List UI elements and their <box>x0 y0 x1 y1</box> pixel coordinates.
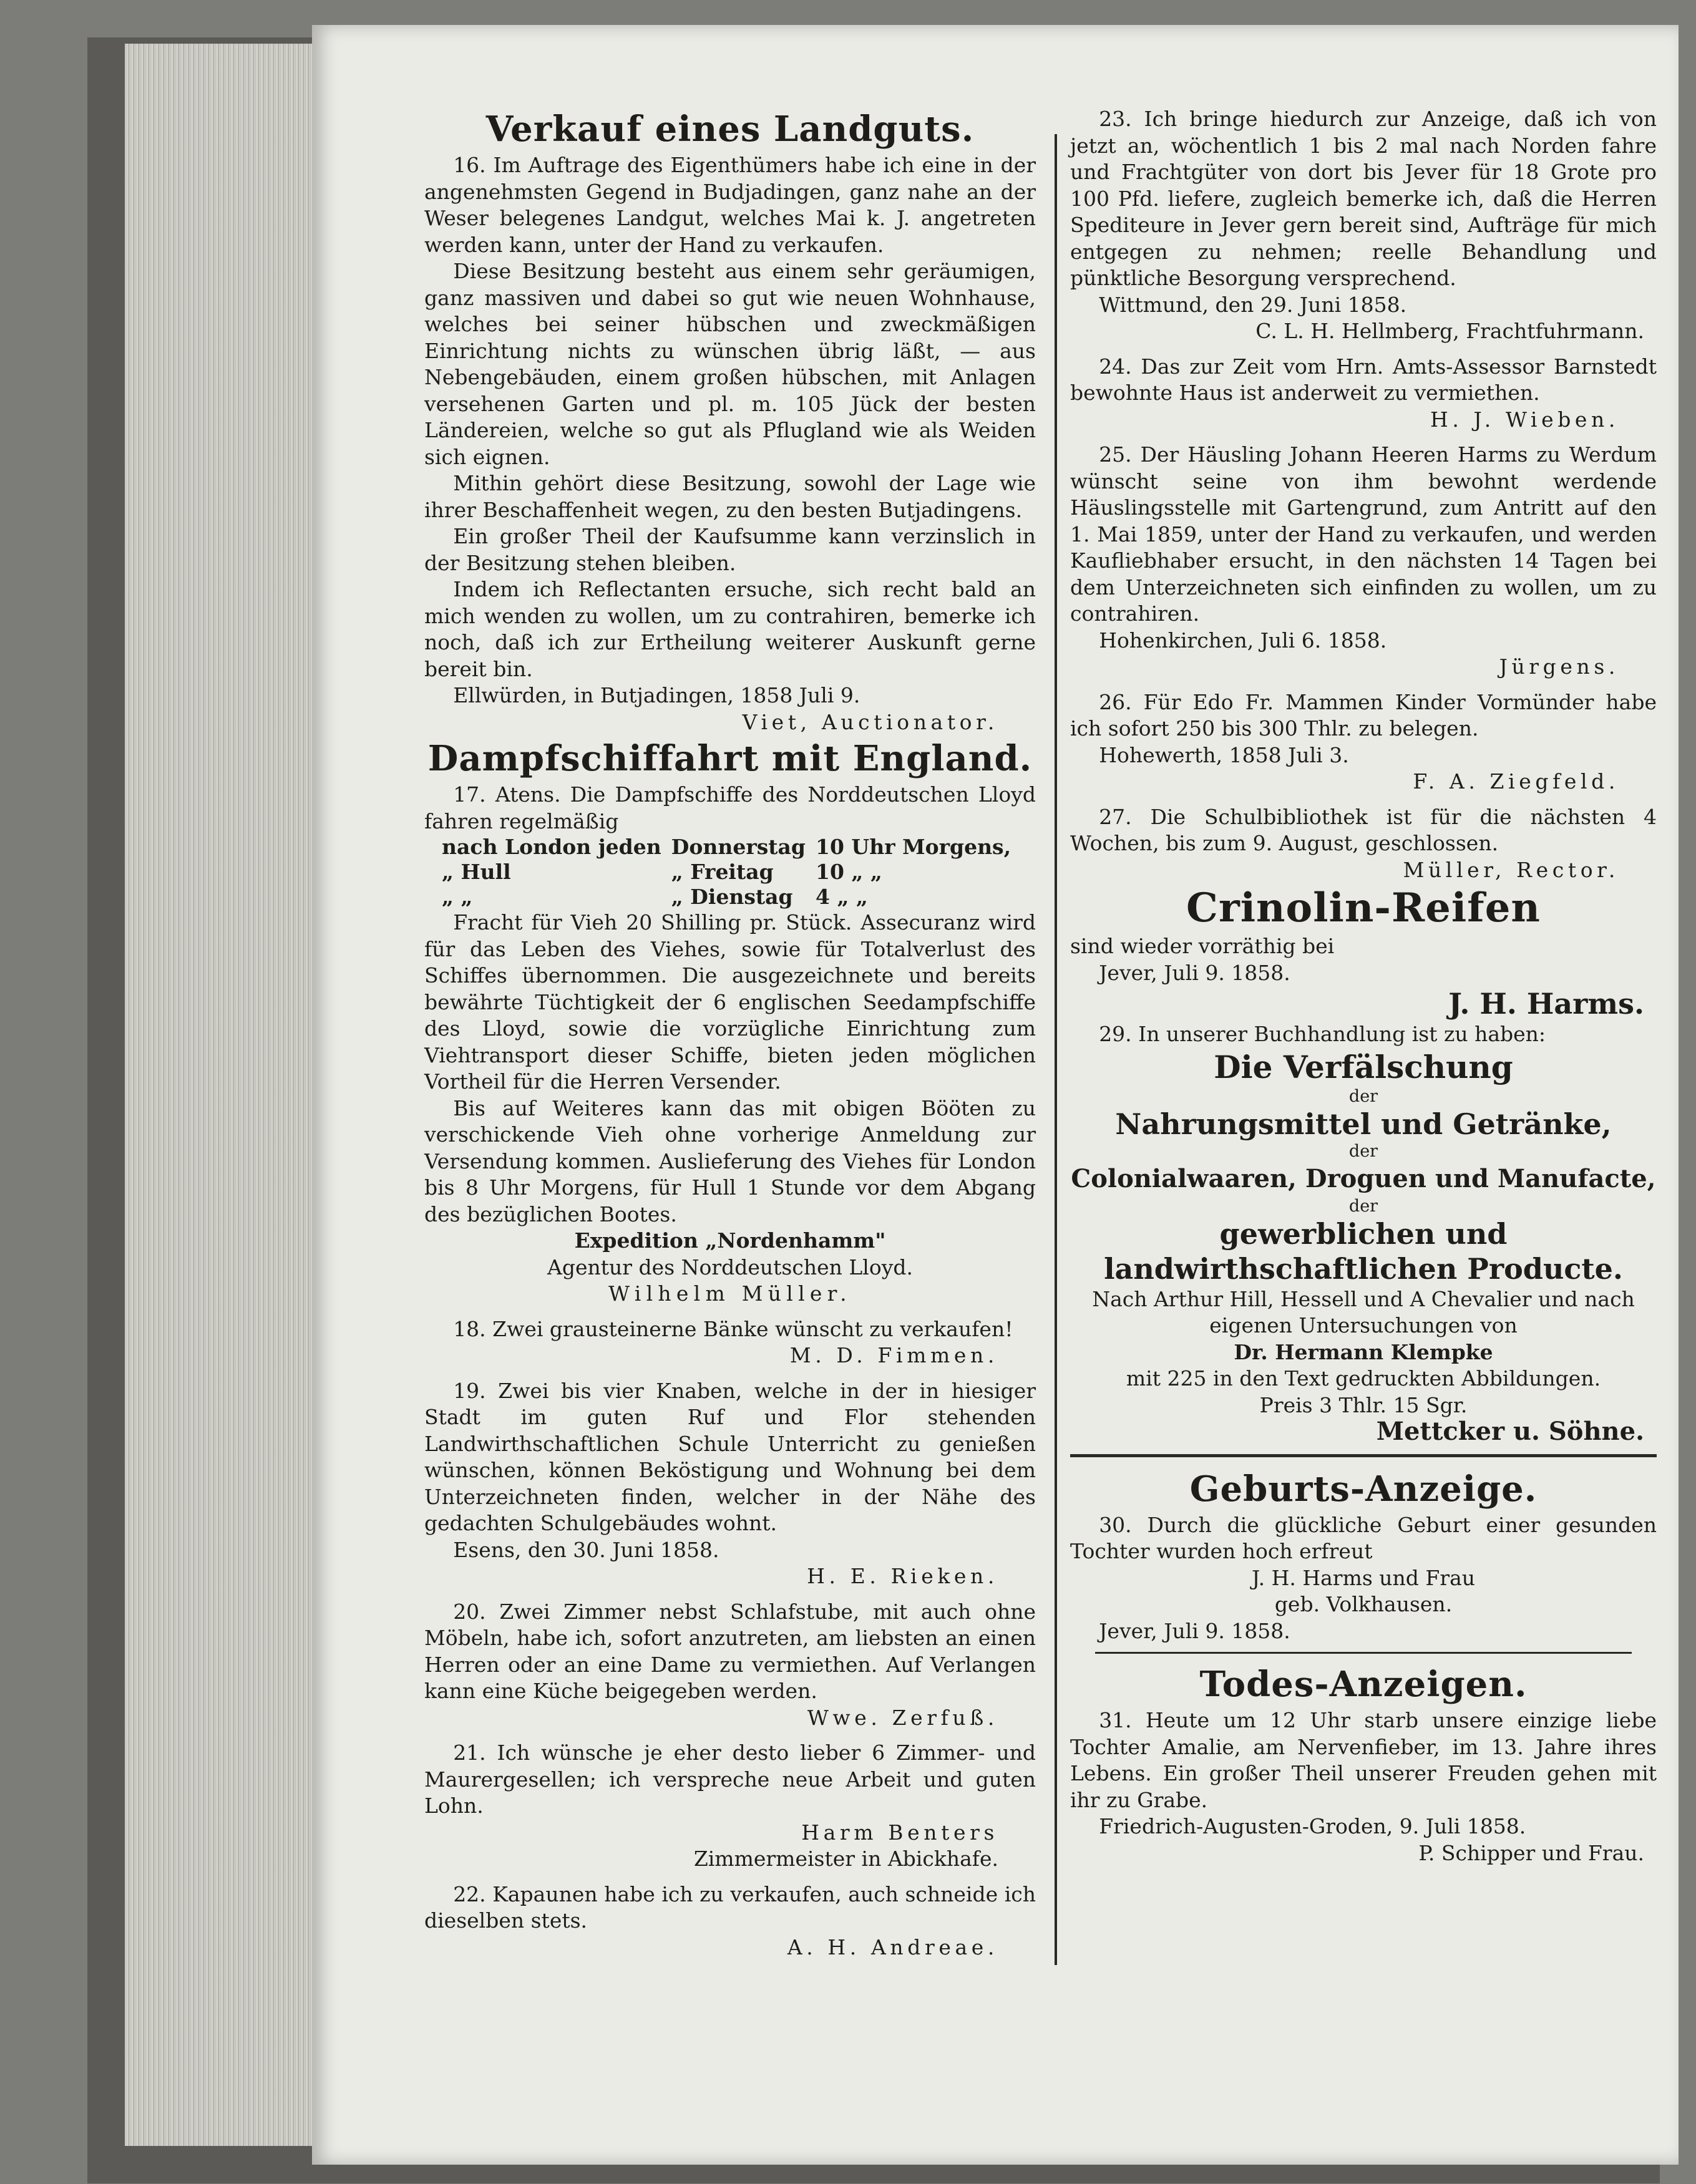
heading-dampfschiffahrt: Dampfschiffahrt mit England. <box>427 738 1033 779</box>
book-der-2: der <box>1348 1141 1378 1161</box>
schedule-row <box>437 835 1016 860</box>
schedule-cell: Donnerstag <box>671 835 806 859</box>
left-column <box>424 106 1036 1961</box>
schedule-cell: 10 „ „ <box>816 860 882 884</box>
ad-17-expedition: Expedition „Nordenhamm" <box>574 1228 886 1253</box>
ad-30-signature-nee: geb. Volkhausen. <box>1274 1592 1453 1616</box>
schedule-cell: „ „ <box>442 885 473 909</box>
crinolin-signature: J. H. Harms. <box>1448 987 1644 1021</box>
ad-22-signature: A. H. Andreae. <box>787 1934 998 1959</box>
ad-16-signature: Viet, Auctionator. <box>742 709 998 734</box>
book-title-2: Nahrungsmittel und Getränke, <box>1115 1107 1612 1141</box>
ad-27-signature: Müller, Rector. <box>1403 857 1619 882</box>
book-price: Preis 3 Thlr. 15 Sgr. <box>1259 1392 1468 1417</box>
heading-crinolin: Crinolin-Reifen <box>1186 885 1541 931</box>
schedule-cell: 4 „ „ <box>816 885 868 909</box>
ad-27: 27. Die Schulbibliothek ist für die nächsten 4 Wochen, bis zum 9. August, geschlossen. <box>1070 804 1657 855</box>
ad-23: 23. Ich bringe hiedurch zur Anzeige, daß ich von jetzt an, wöchentlich 1 bis 2 mal nach Norden fahre und Frachtgüter von dort bis Jever für 18 Grote pro 100 Pfd. liefere, zugleich bemerke ich, daß die Herren Spediteure in Jever gern bereit sind, Aufträge für mich entgegen zu nehmen; reelle Behandlung und pünktliche Besorgung versprechend. <box>1070 107 1657 290</box>
schedule-cell: „ Dienstag <box>671 885 793 909</box>
ad-19-location: Esens, den 30. Juni 1858. <box>453 1537 719 1562</box>
ad-22: 22. Kapaunen habe ich zu verkaufen, auch schneide ich dieselben stets. <box>424 1881 1036 1933</box>
ad-21: 21. Ich wünsche je eher desto lieber 6 Zimmer- und Maurergesellen; ich verspreche neue Arbeit und guten Lohn. <box>424 1740 1036 1818</box>
schedule-row <box>437 860 1016 885</box>
ad-21-signature-title: Zimmermeister in Abickhafe. <box>693 1847 998 1871</box>
ad-26-signature: F. A. Ziegfeld. <box>1413 769 1619 794</box>
book-der-1: der <box>1348 1086 1378 1106</box>
ad-25-signature: Jürgens. <box>1499 654 1619 679</box>
book-der-3: der <box>1348 1196 1378 1216</box>
divider-rule-2 <box>1095 1652 1632 1654</box>
heading-todes: Todes-Anzeigen. <box>1199 1664 1528 1705</box>
ad-16-location: Ellwürden, in Butjadingen, 1858 Juli 9. <box>453 683 860 707</box>
schedule-table <box>437 835 1016 910</box>
ad-17-intro: 17. Atens. Die Dampfschiffe des Norddeutschen Lloyd fahren regelmäßig <box>424 782 1036 833</box>
crinolin-text: sind wieder vorräthig bei <box>1070 934 1335 958</box>
book-illustrations: mit 225 in den Text gedruckten Abbildungen. <box>1126 1366 1601 1390</box>
ad-31-signature: P. Schipper und Frau. <box>1418 1840 1644 1865</box>
ad-16-p3: Mithin gehört diese Besitzung, sowohl der Lage wie ihrer Beschaffenheit wegen, zu den besten Butjadingens. <box>424 471 1036 522</box>
ad-24-signature: H. J. Wieben. <box>1430 407 1619 432</box>
schedule-cell: „ Hull <box>442 860 511 884</box>
book-title-1: Die Verfälschung <box>1214 1048 1513 1085</box>
book-title-4: gewerblichen und landwirthschaftlichen Producte. <box>1104 1216 1623 1286</box>
divider-rule <box>1070 1454 1657 1457</box>
ad-17-p2: Fracht für Vieh 20 Shilling pr. Stück. Assecuranz wird für das Leben des Viehes, sowie für Totalverlust des Schiffes übernommen. Die ausgezeichnete und bereits bewährte Tüchtigkeit der 6 englischen Seedampfschiffe des Lloyd, sowie die vorzügliche Einrichtung zum Viehtransport dieser Schiffe, bieten jeden möglichen Vortheil für die Herren Versender. <box>424 910 1036 1094</box>
ad-16-p2: Diese Besitzung besteht aus einem sehr geräumigen, ganz massiven und dabei so gut wie neuen Wohnhause, welches bei seiner hübschen und zweckmäßigen Einrichtung nichts zu wünschen übrig läßt, — aus Nebengebäuden, einem großen hübschen, mit Anlagen versehenen Garten und pl. m. 105 Jück der besten Ländereien, welche so gut als Pflugland wie als Weiden sich eignen. <box>424 259 1036 469</box>
ad-20-signature: Wwe. Zerfuß. <box>807 1705 998 1730</box>
ad-16-p4: Ein großer Theil der Kaufsumme kann verzinslich in der Besitzung stehen bleiben. <box>424 524 1036 575</box>
ad-30: 30. Durch die glückliche Geburt einer gesunden Tochter wurden hoch erfreut <box>1070 1512 1657 1563</box>
ad-26-location: Hohewerth, 1858 Juli 3. <box>1099 742 1349 767</box>
ad-16-p5: Indem ich Reflectanten ersuche, sich recht bald an mich wenden zu wollen, um zu contrahiren, bemerke ich noch, daß ich zur Ertheilung weiterer Auskunft gerne bereit bin. <box>424 577 1036 681</box>
ad-23-location: Wittmund, den 29. Juni 1858. <box>1099 292 1407 317</box>
ad-25: 25. Der Häusling Johann Heeren Harms zu Werdum wünscht seine von ihm bewohnt werdende Häuslingsstelle mit Gartengrund, zum Antritt auf den 1. Mai 1859, unter der Hand zu verkaufen, und werden Kaufliebhaber ersucht, in den nächsten 14 Tagen bei dem Unterzeichneten sich einfinden zu wollen, um zu contrahiren. <box>1070 442 1657 626</box>
ad-30-signature: J. H. Harms und Frau <box>1251 1565 1476 1590</box>
book-author: Dr. Hermann Klempke <box>1234 1339 1493 1364</box>
ad-31: 31. Heute um 12 Uhr starb unsere einzige liebe Tochter Amalie, am Nervenfieber, im 13. Jahre ihres Lebens. Ein großer Theil unserer Freuden gehen mit ihr zu Grabe. <box>1070 1708 1657 1812</box>
book-publisher: Mettcker u. Söhne. <box>1376 1417 1644 1446</box>
ad-31-location: Friedrich-Augusten-Groden, 9. Juli 1858. <box>1099 1814 1526 1838</box>
ad-17-agency: Agentur des Norddeutschen Lloyd. <box>547 1255 913 1279</box>
ad-19: 19. Zwei bis vier Knaben, welche in der in hiesiger Stadt im guten Ruf und Flor stehenden Landwirthschaftlichen Schule Unterricht zu genießen wünschen, können Beköstigung und Wohnung bei dem Unterzeichneten finden, welcher in der Nähe des gedachten Schulgebäudes wohnt. <box>424 1378 1036 1535</box>
crinolin-location: Jever, Juli 9. 1858. <box>1099 960 1290 985</box>
schedule-cell: „ Freitag <box>671 860 774 884</box>
ad-26: 26. Für Edo Fr. Mammen Kinder Vormünder habe ich sofort 250 bis 300 Thlr. zu belegen. <box>1070 689 1657 740</box>
ad-25-location: Hohenkirchen, Juli 6. 1858. <box>1099 628 1387 653</box>
ad-23-signature: C. L. H. Hellmberg, Frachtfuhrmann. <box>1255 319 1644 343</box>
ad-21-signature: Harm Benters <box>801 1820 998 1845</box>
ad-18-signature: M. D. Fimmen. <box>789 1343 998 1367</box>
ad-17-signature: Wilhelm Müller. <box>608 1281 852 1306</box>
schedule-cell: nach London jeden <box>442 835 661 859</box>
ad-16-p1: 16. Im Auftrage des Eigenthümers habe ich eine in der angenehmsten Gegend in Budjadingen, ganz nahe an der Weser belegenes Landgut, welches Mai k. J. angetreten werden kann, unter der Hand zu verkaufen. <box>424 153 1036 257</box>
heading-landgut: Verkauf eines Landguts. <box>485 109 975 150</box>
schedule-row <box>437 885 1016 910</box>
ad-19-signature: H. E. Rieken. <box>807 1564 998 1588</box>
column-divider <box>1055 134 1057 1965</box>
ad-17-p3: Bis auf Weiteres kann das mit obigen Bööten zu verschickende Vieh ohne vorherige Anmeldung zur Versendung kommen. Auslieferung des Viehes für London bis 8 Uhr Morgens, für Hull 1 Stunde vor dem Abgang des bezüglichen Bootes. <box>424 1095 1036 1226</box>
ad-18: 18. Zwei grausteinerne Bänke wünscht zu verkaufen! <box>453 1316 1013 1341</box>
book-title-3: Colonialwaaren, Droguen und Manufacte, <box>1071 1163 1656 1193</box>
ad-30-location: Jever, Juli 9. 1858. <box>1099 1618 1290 1643</box>
ad-20: 20. Zwei Zimmer nebst Schlafstube, mit auch ohne Möbeln, habe ich, sofort anzutreten, am liebsten an einen Herren oder an eine Dame zu vermiethen. Auf Verlangen kann eine Küche beigegeben werden. <box>424 1599 1036 1703</box>
schedule-cell: 10 Uhr Morgens, <box>816 835 1011 859</box>
page-edges <box>125 44 324 2146</box>
ad-24: 24. Das zur Zeit vom Hrn. Amts-Assessor Barnstedt bewohnte Haus ist anderweit zu vermiethen. <box>1070 354 1657 405</box>
book-authors: Nach Arthur Hill, Hessell und A Chevalier und nach eigenen Untersuchungen von <box>1092 1286 1635 1337</box>
right-column <box>1070 106 1657 1866</box>
heading-geburt: Geburts-Anzeige. <box>1189 1468 1538 1510</box>
ad-29: 29. In unserer Buchhandlung ist zu haben: <box>1099 1022 1546 1046</box>
